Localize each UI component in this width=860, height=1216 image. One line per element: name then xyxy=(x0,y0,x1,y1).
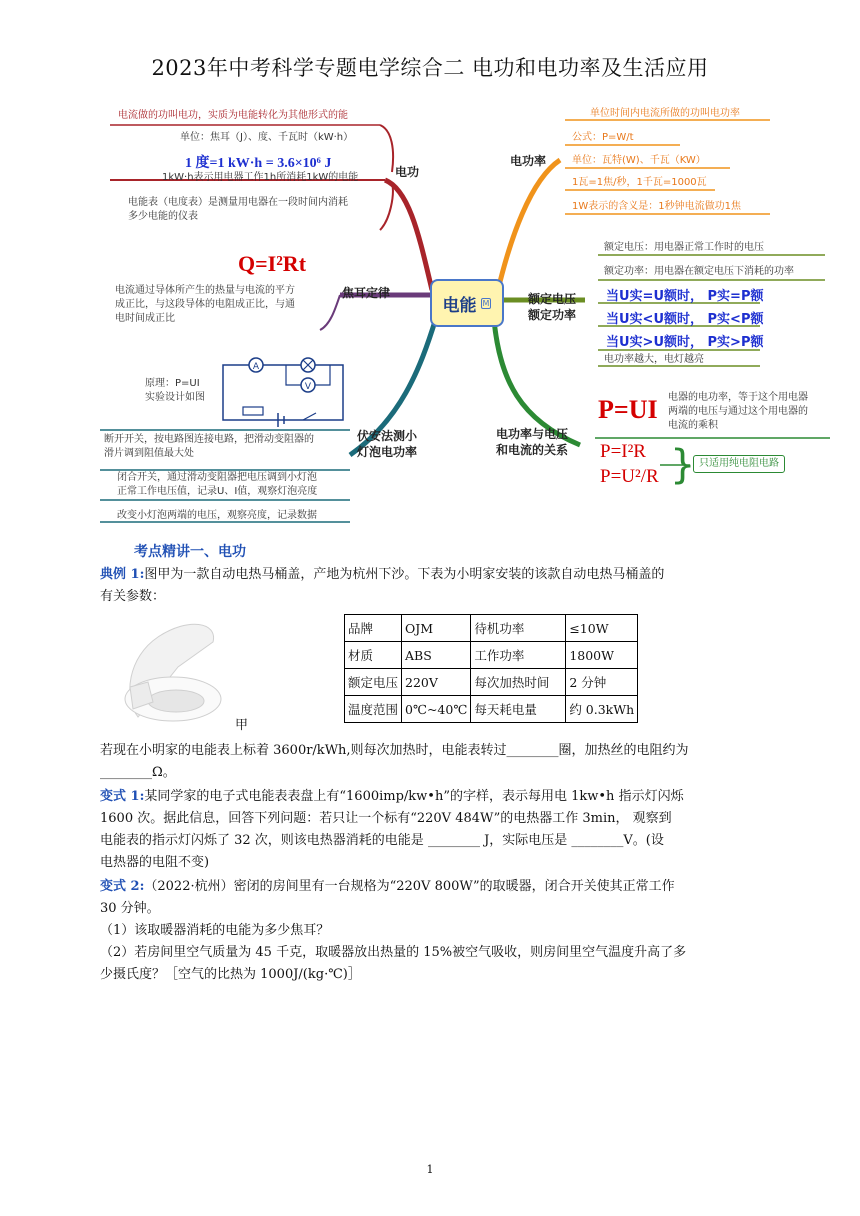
gonglv-item-5: 1W表示的含义是：1秒钟电流做功1焦 xyxy=(572,201,741,212)
variant-1-line-4: 电热器的电阻不变) xyxy=(100,855,210,870)
variant-2 xyxy=(100,876,780,986)
branch-jiaoer-label: 焦耳定律 xyxy=(342,286,391,300)
table-cell: 每次加热时间 xyxy=(471,669,566,696)
eding-item-2: 额定功率：用电器在额定电压下消耗的功率 xyxy=(604,266,794,277)
eding-item-4: 当U实<U额时， P实<P额 xyxy=(606,312,764,327)
diangong-item-2: 单位：焦耳（J）、度、千瓦时（kW·h） xyxy=(180,132,354,143)
variant-1-line-1: 某同学家的电子式电能表表盘上有“1600imp/kw•h”的字样，表示每用电 1kw•h 指示灯闪烁 xyxy=(144,789,684,804)
eding-item-3: 当U实=U额时， P实=P额 xyxy=(606,289,764,304)
example-text-1: 图甲为一款自动电热马桶盖，产地为杭州下沙。下表为小明家安装的该款自动电热马桶盖的 xyxy=(144,567,665,582)
fuan-principle-1: 原理：P=UI xyxy=(145,378,200,389)
variant-1-line-3: 电能表的指示灯闪烁了 32 次，则该电热器消耗的电能是 ________ J，实际电压是 ________V。(设 xyxy=(100,833,664,848)
fuan-step-1: 断开开关，按电路图连接电路，把滑动变阻器的 xyxy=(104,434,314,445)
table-cell: 每天耗电量 xyxy=(471,696,566,723)
table-cell: 0℃~40℃ xyxy=(402,696,471,723)
power-formula-main: P=UI xyxy=(598,395,658,424)
diangong-item-6: 多少电能的仪表 xyxy=(128,211,198,222)
table-cell: 1800W xyxy=(566,642,638,669)
branch-eding-label-2: 额定功率 xyxy=(528,308,577,322)
table-cell: 温度范围 xyxy=(345,696,402,723)
diangong-item-5: 电能表（电度表）是测量用电器在一段时间内消耗 xyxy=(128,197,348,208)
variant-1 xyxy=(100,786,780,874)
section-heading: 考点精讲一、电功 xyxy=(134,544,246,560)
branch-guanxi-label-1: 电功率与电压 xyxy=(496,427,569,441)
fuan-step-3: 闭合开关，通过滑动变阻器把电压调到小灯泡 xyxy=(117,472,317,483)
question-1 xyxy=(100,740,780,784)
branch-fuan-label-1: 伏安法测小 xyxy=(357,429,418,443)
fuan-step-4: 正常工作电压值，记录U、I值，观察灯泡亮度 xyxy=(117,486,318,497)
page-number: 1 xyxy=(426,1163,434,1176)
table-cell: 工作功率 xyxy=(471,642,566,669)
variant-2-line-2: 30 分钟。 xyxy=(100,901,160,916)
branch-fuan-label-2: 灯泡电功率 xyxy=(357,445,418,459)
gonglv-item-2: 公式：P=W/t xyxy=(572,132,634,143)
variant-1-line-2: 1600 次。据此信息，回答下列问题：若只让一个标有“220V 484W”的电热器工作 3min， 观察到 xyxy=(100,811,672,826)
mindmap-badge: M xyxy=(482,298,490,308)
fuan-step-2: 滑片调到阻值最大处 xyxy=(104,448,194,459)
voltmeter-symbol: V xyxy=(304,382,312,392)
table-cell: 材质 xyxy=(345,642,402,669)
fuan-principle-2: 实验设计如图 xyxy=(145,392,205,403)
variant-2-q1: （1）该取暖器消耗的电能为多少焦耳？ xyxy=(100,923,330,938)
jiaoer-desc-2: 成正比，与这段导体的电阻成正比，与通 xyxy=(115,299,295,310)
power-formula-u2r: P=U²/R xyxy=(600,466,659,487)
question-1-line-2: ________Ω。 xyxy=(100,765,176,780)
table-row xyxy=(345,615,638,642)
mindmap-center-node xyxy=(430,279,504,327)
jiaoer-desc-1: 电流通过导体所产生的热量与电流的平方 xyxy=(115,285,295,296)
table-cell: 2 分钟 xyxy=(566,669,638,696)
page-title: 2023年中考科学专题电学综合二 电功和电功率及生活应用 xyxy=(151,56,709,80)
variant-2-line-1: （2022·杭州）密闭的房间里有一台规格为“220V 800W”的取暖器，闭合开关使其正常工作 xyxy=(144,879,675,894)
table-cell: ABS xyxy=(402,642,471,669)
diangong-item-1: 电流做的功叫电功，实质为电能转化为其他形式的能 xyxy=(118,110,348,121)
ammeter-symbol: A xyxy=(252,362,260,372)
guanxi-desc-3: 电流的乘积 xyxy=(668,420,718,431)
gonglv-item-1: 单位时间内电流所做的功叫电功率 xyxy=(590,108,740,119)
eding-item-6: 电功率越大，电灯越亮 xyxy=(604,354,704,365)
circuit-diagram xyxy=(218,355,348,430)
table-cell: 额定电压 xyxy=(345,669,402,696)
table-cell: 约 0.3kWh xyxy=(566,696,638,723)
variant-2-label: 变式 2: xyxy=(100,879,145,894)
question-1-line-1: 若现在小明家的电能表上标着 3600r/kWh,则每次加热时，电能表转过________圈，加热丝的电阻约为 xyxy=(100,743,689,758)
branch-eding-label-1: 额定电压 xyxy=(528,292,577,306)
center-label: 电能 xyxy=(442,295,477,316)
variant-2-q2a: （2）若房间里空气质量为 45 千克，取暖器放出热量的 15%被空气吸收，则房间里空气温度升高了多 xyxy=(100,945,687,960)
eding-item-1: 额定电压：用电器正常工作时的电压 xyxy=(604,242,764,253)
table-cell: ≤10W xyxy=(566,615,638,642)
power-formula-i2r: P=I²R xyxy=(600,441,646,462)
variant-2-q2b: 少摄氏度？［空气的比热为 1000J/(kg·℃)］ xyxy=(100,967,361,982)
params-table xyxy=(344,614,638,723)
guanxi-desc-1: 电器的电功率，等于这个用电器 xyxy=(668,392,808,403)
table-cell: 品牌 xyxy=(345,615,402,642)
branch-guanxi-label-2: 和电流的关系 xyxy=(496,443,569,457)
example-text-2: 有关参数： xyxy=(100,589,166,604)
figure-label: 甲 xyxy=(235,718,249,733)
diangong-item-3: 1 度=1 kW·h = 3.6×10⁶ J xyxy=(185,156,332,171)
branch-gonglv-label: 电功率 xyxy=(510,154,547,168)
fuan-step-5: 改变小灯泡两端的电压，观察亮度，记录数据 xyxy=(117,510,317,521)
jiaoer-desc-3: 电时间成正比 xyxy=(115,313,175,324)
example-label: 典例 1: xyxy=(100,567,145,582)
brace-icon: } xyxy=(670,442,696,488)
joule-formula: Q=I²Rt xyxy=(238,251,307,276)
gonglv-item-3: 单位：瓦特(W)、千瓦（KW） xyxy=(572,155,706,166)
toilet-seat-image xyxy=(118,617,238,732)
guanxi-note: 只适用纯电阻电路 xyxy=(693,455,785,473)
table-row xyxy=(345,669,638,696)
table-cell: OJM xyxy=(402,615,471,642)
table-row xyxy=(345,696,638,723)
example-1 xyxy=(100,564,780,608)
eding-item-5: 当U实>U额时， P实>P额 xyxy=(606,335,764,350)
branch-diangong-label: 电功 xyxy=(395,165,420,179)
table-row xyxy=(345,642,638,669)
table-cell: 220V xyxy=(402,669,471,696)
variant-1-label: 变式 1: xyxy=(100,789,145,804)
diangong-item-4: 1kW·h表示用电器工作1h所消耗1kW的电能 xyxy=(162,172,359,183)
table-cell: 待机功率 xyxy=(471,615,566,642)
gonglv-item-4: 1瓦=1焦/秒，1千瓦=1000瓦 xyxy=(572,177,707,188)
guanxi-desc-2: 两端的电压与通过这个用电器的 xyxy=(668,406,808,417)
